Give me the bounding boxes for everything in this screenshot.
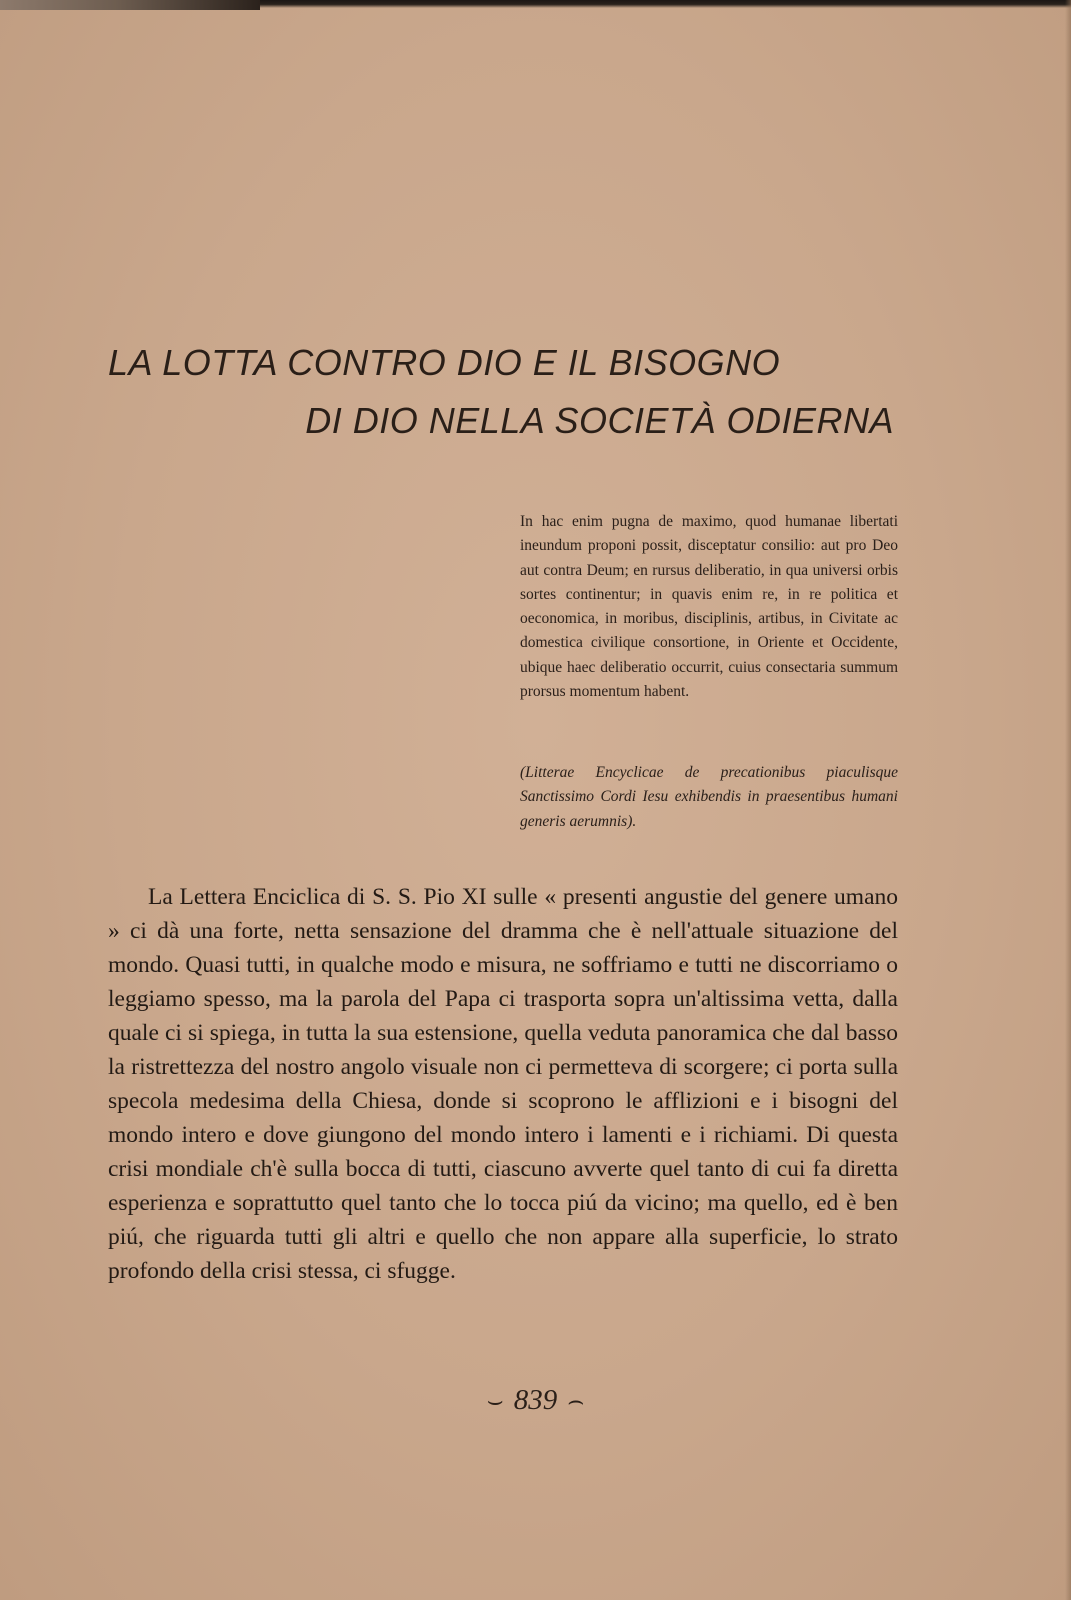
article-title-line-1: LA LOTTA CONTRO DIO E IL BISOGNO (108, 342, 781, 383)
page-number-ornament-left: ⌣ (486, 1386, 504, 1415)
article-title (108, 334, 898, 450)
page-number-value: 839 (513, 1384, 558, 1416)
page-number (0, 1384, 1071, 1417)
body-paragraph: La Lettera Enciclica di S. S. Pio XI sulle « presenti angustie del genere umano » ci dà una forte, netta sensazione del dramma che è nell'attuale situazione del mondo. Quasi tutti, in qualche modo e misura, ne soffriamo e tutti ne discorriamo o leggiamo spesso, ma la parola del Papa ci trasporta sopra un'altissima vetta, dalla quale ci si spiega, in tutta la sua estensione, quella veduta panoramica che dal basso la ristrettezza del nostro angolo visuale non ci permetteva di scorgere; ci porta sulla specola medesima della Chiesa, donde si scoprono le afflizioni e i bisogni del mondo intero e dove giungono del mondo intero i lamenti e i richiami. Di questa crisi mondiale ch'è sulla bocca di tutti, ciascuno avverte quel tanto di cui fa diretta esperienza e soprattutto quel tanto che lo tocca piú da vicino; ma quello, ed è ben piú, che riguarda tutti gli altri e quello che non appare alla superficie, lo strato profondo della crisi stessa, ci sfugge. (108, 884, 898, 1284)
page-top-edge-highlight (0, 0, 260, 10)
epigraph-quote: In hac enim pugna de maximo, quod humanae libertati ineundum proponi possit, disceptatur consilio: aut pro Deo aut contra Deum; en rursus deliberatio, in qua universi orbis sortes continentur; in quavis enim re, in re politica et oeconomica, in moribus, disciplinis, artibus, in Civitate ac domestica civilique consortione, in Oriente et Occidente, ubique haec deliberatio occurrit, cuius consectaria summum prorsus momentum habent. (520, 513, 898, 701)
page-number-ornament-right: ⌢ (567, 1386, 585, 1415)
article-title-line-2: DI DIO NELLA SOCIETÀ ODIERNA (305, 400, 894, 441)
page-right-edge-shadow (1065, 0, 1071, 1600)
epigraph-source: (Litterae Encyclicae de precationibus piaculisque Sanctissimo Cordi Iesu exhibendis in praesentibus humani generis aerumnis). (520, 764, 898, 830)
